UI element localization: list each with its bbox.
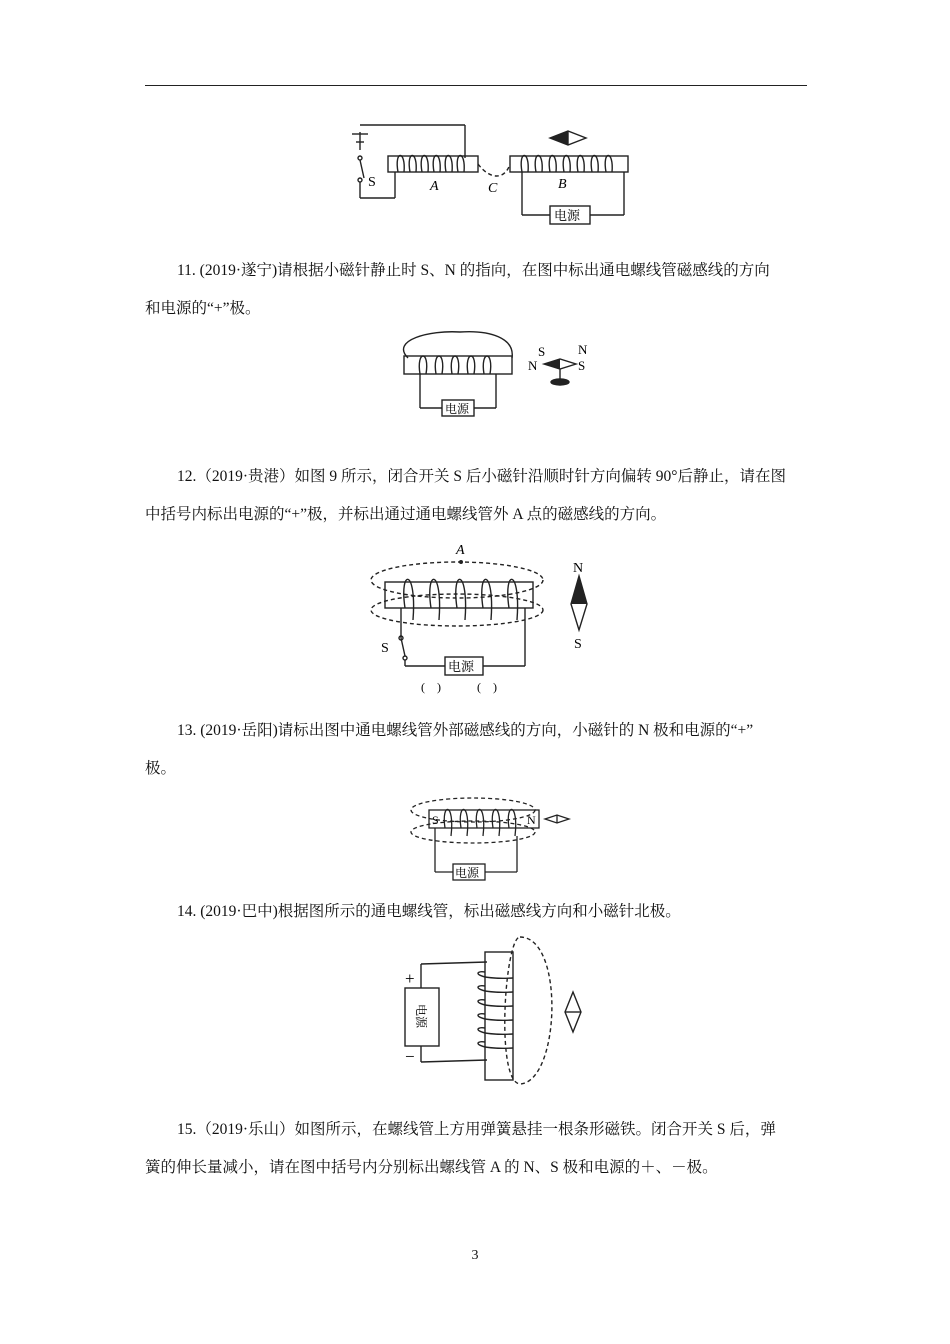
q12-line1: 12.（2019·贵港）如图 9 所示，闭合开关 S 后小磁针沿顺时针方向偏转 90°后静止，请在图 [177,468,786,485]
needle-s-right: S [578,358,586,373]
bracket-left: ( ) [421,680,441,694]
header-rule [145,85,807,86]
figure-q11 [390,330,610,425]
pole-right: N [527,813,536,827]
pole-left: S [432,813,439,827]
q14-line1: 14. (2019·巴中)根据图所示的通电螺线管，标出磁感线方向和小磁针北极。 [177,903,681,920]
label-c: C [488,181,498,196]
q12-line2: 中括号内标出电源的“+”极，并标出通过通电螺线管外 A 点的磁感线的方向。 [145,506,667,523]
label-a: A [430,179,439,194]
label-s: S [368,175,376,190]
question-12 [145,458,807,534]
q11-line2: 和电源的“+”极。 [145,300,261,317]
bracket-right: ( ) [477,680,497,694]
minus-sign: − [405,1047,415,1066]
plus-sign: + [405,969,415,988]
figure-q12 [365,538,605,698]
q11-line1: 11. (2019·遂宁)请根据小磁针静止时 S、N 的指向，在图中标出通电螺线管磁感线的方向 [177,262,770,279]
power-label: 电源 [554,208,581,223]
power-label: 电源 [448,659,475,674]
label-b: B [558,177,567,192]
q15-line2: 簧的伸长量减小，请在图中括号内分别标出螺线管 A 的 N、S 极和电源的＋、－极。 [145,1159,718,1176]
figure-two-solenoids [340,120,640,230]
page-number: 3 [471,1248,479,1263]
needle-s: S [574,637,582,652]
power-label: 电源 [445,402,470,416]
question-13 [145,712,807,788]
label-s: S [381,641,389,656]
power-label: 电源 [455,866,480,880]
question-11 [145,252,807,328]
power-label: 电源 [414,1004,428,1029]
needle-n-left: N [528,358,538,373]
question-14 [145,893,807,931]
needle-n: N [573,561,584,576]
label-a: A [456,543,465,558]
needle-n-top: N [578,342,588,357]
figure-q14 [395,932,595,1092]
figure-q13 [405,792,585,884]
q13-line1: 13. (2019·岳阳)请标出图中通电螺线管外部磁感线的方向，小磁针的 N 极和电源的“+” [177,722,754,739]
q13-line2: 极。 [145,760,177,777]
q15-line1: 15.（2019·乐山）如图所示，在螺线管上方用弹簧悬挂一根条形磁铁。闭合开关 S 后，弹 [177,1121,776,1138]
needle-s-top: S [538,344,546,359]
question-15 [145,1111,807,1187]
